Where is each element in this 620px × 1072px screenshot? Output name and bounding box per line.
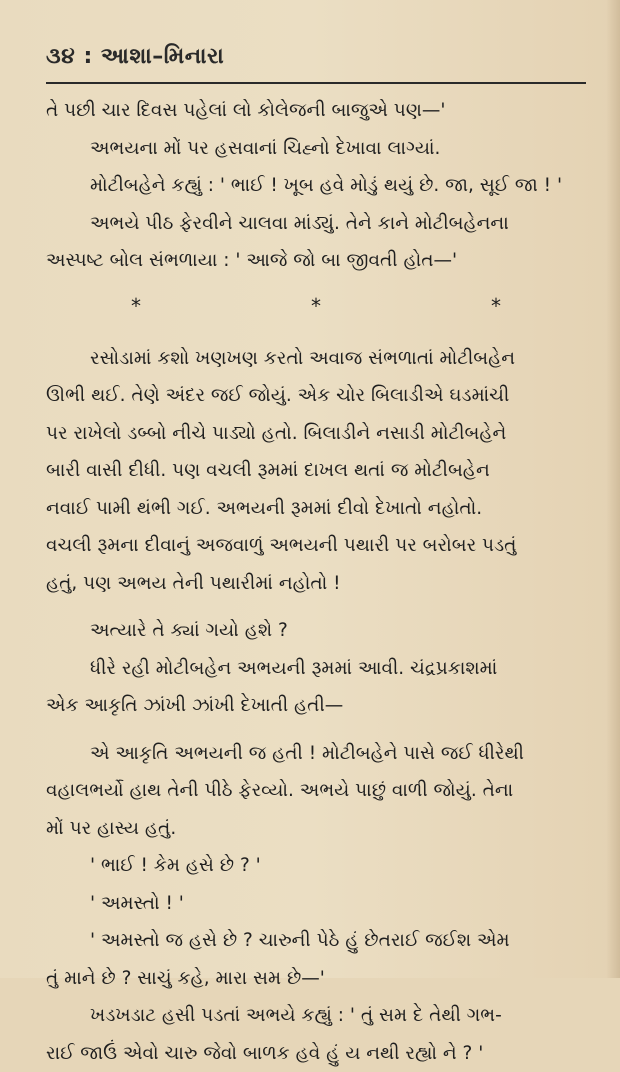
text-line: ખડખડાટ હસી પડતાં અભયે કહ્યું : ' તું સમ દે તેથી ગભ- [46,997,586,1035]
section-break-star: * [491,284,501,328]
text-line: અસ્પષ્ટ બોલ સંભળાયા : ' આજે જો બા જીવતી હોત—' [46,242,586,280]
header-separator: : [75,44,101,69]
section-break [46,280,586,340]
text-line: અભયના મોં પર હસવાનાં ચિહ્નો દેખાવા લાગ્યાં. [46,130,586,168]
dialogue-line: ' અમસ્તો ! ' [46,885,586,923]
text-line: રસોડામાં કશો ખણખણ કરતો અવાજ સંભળાતાં મોટીબહેન [46,340,586,378]
text-line: અભયે પીઠ ફેરવીને ચાલવા માંડ્યું. તેને કાને મોટીબહેનના [46,205,586,243]
text-line: ઊભી થઈ. તેણે અંદર જઈ જોયું. એક ચોર બિલાડીએ ઘડમાંચી [46,377,586,415]
text-line: ' અમસ્તો જ હસે છે ? ચારુની પેઠે હું છેતરાઈ જઈશ એમ [46,922,586,960]
text-line: મોં પર હાસ્ય હતું. [46,810,586,848]
header-rule [46,82,586,84]
text-line: બારી વાસી દીધી. પણ વચલી રૂમમાં દાખલ થતાં જ મોટીબહેન [46,452,586,490]
text-line: અત્યારે તે ક્યાં ગયો હશે ? [46,612,586,650]
text-line: તે પછી ચાર દિવસ પહેલાં લો કોલેજની બાજુએ પણ—' [46,92,586,130]
section-break-star: * [311,284,321,328]
text-line: વચલી રૂમના દીવાનું અજવાળું અભયની પથારી પર બરોબર પડતું [46,527,586,565]
page-number: ૩૪ [46,44,75,69]
text-line: ધીરે રહી મોટીબહેન અભયની રૂમમાં આવી. ચંદ્રપ્રકાશમાં [46,650,586,688]
text-line: એ આકૃતિ અભયની જ હતી ! મોટીબહેને પાસે જઈ ધીરેથી [46,735,586,773]
text-line: મોટીબહેને કહ્યું : ' ભાઈ ! ખૂબ હવે મોડું થયું છે. જા, સૂઈ જા ! ' [46,167,586,205]
paragraph-gap [46,725,586,735]
book-title: આશા–મિનારા [101,44,224,69]
text-line: વહાલભર્યો હાથ તેની પીઠે ફેરવ્યો. અભયે પાછું વાળી જોયું. તેના [46,772,586,810]
text-line: પર રાખેલો ડબ્બો નીચે પાડ્યો હતો. બિલાડીને નસાડી મોટીબહેને [46,415,586,453]
text-line: હતું, પણ અભય તેની પથારીમાં નહોતો ! [46,565,586,603]
section-break-star: * [131,284,141,328]
text-line: તું માને છે ? સાચું કહે, મારા સમ છે—' [46,960,586,998]
text-line: એક આકૃતિ ઝાંખી ઝાંખી દેખાતી હતી— [46,687,586,725]
text-line: રાઈ જાઉં એવો ચારુ જેવો બાળક હવે હું ય નથી રહ્યો ને ? ' [46,1035,586,1072]
dialogue-line: ' ભાઈ ! કેમ હસે છે ? ' [46,847,586,885]
body-text [46,92,586,1072]
running-header [46,44,224,69]
paragraph-gap [46,602,586,612]
text-line: નવાઈ પામી થંભી ગઈ. અભયની રૂમમાં દીવો દેખાતો નહોતો. [46,490,586,528]
page-spine-shadow [606,0,620,978]
